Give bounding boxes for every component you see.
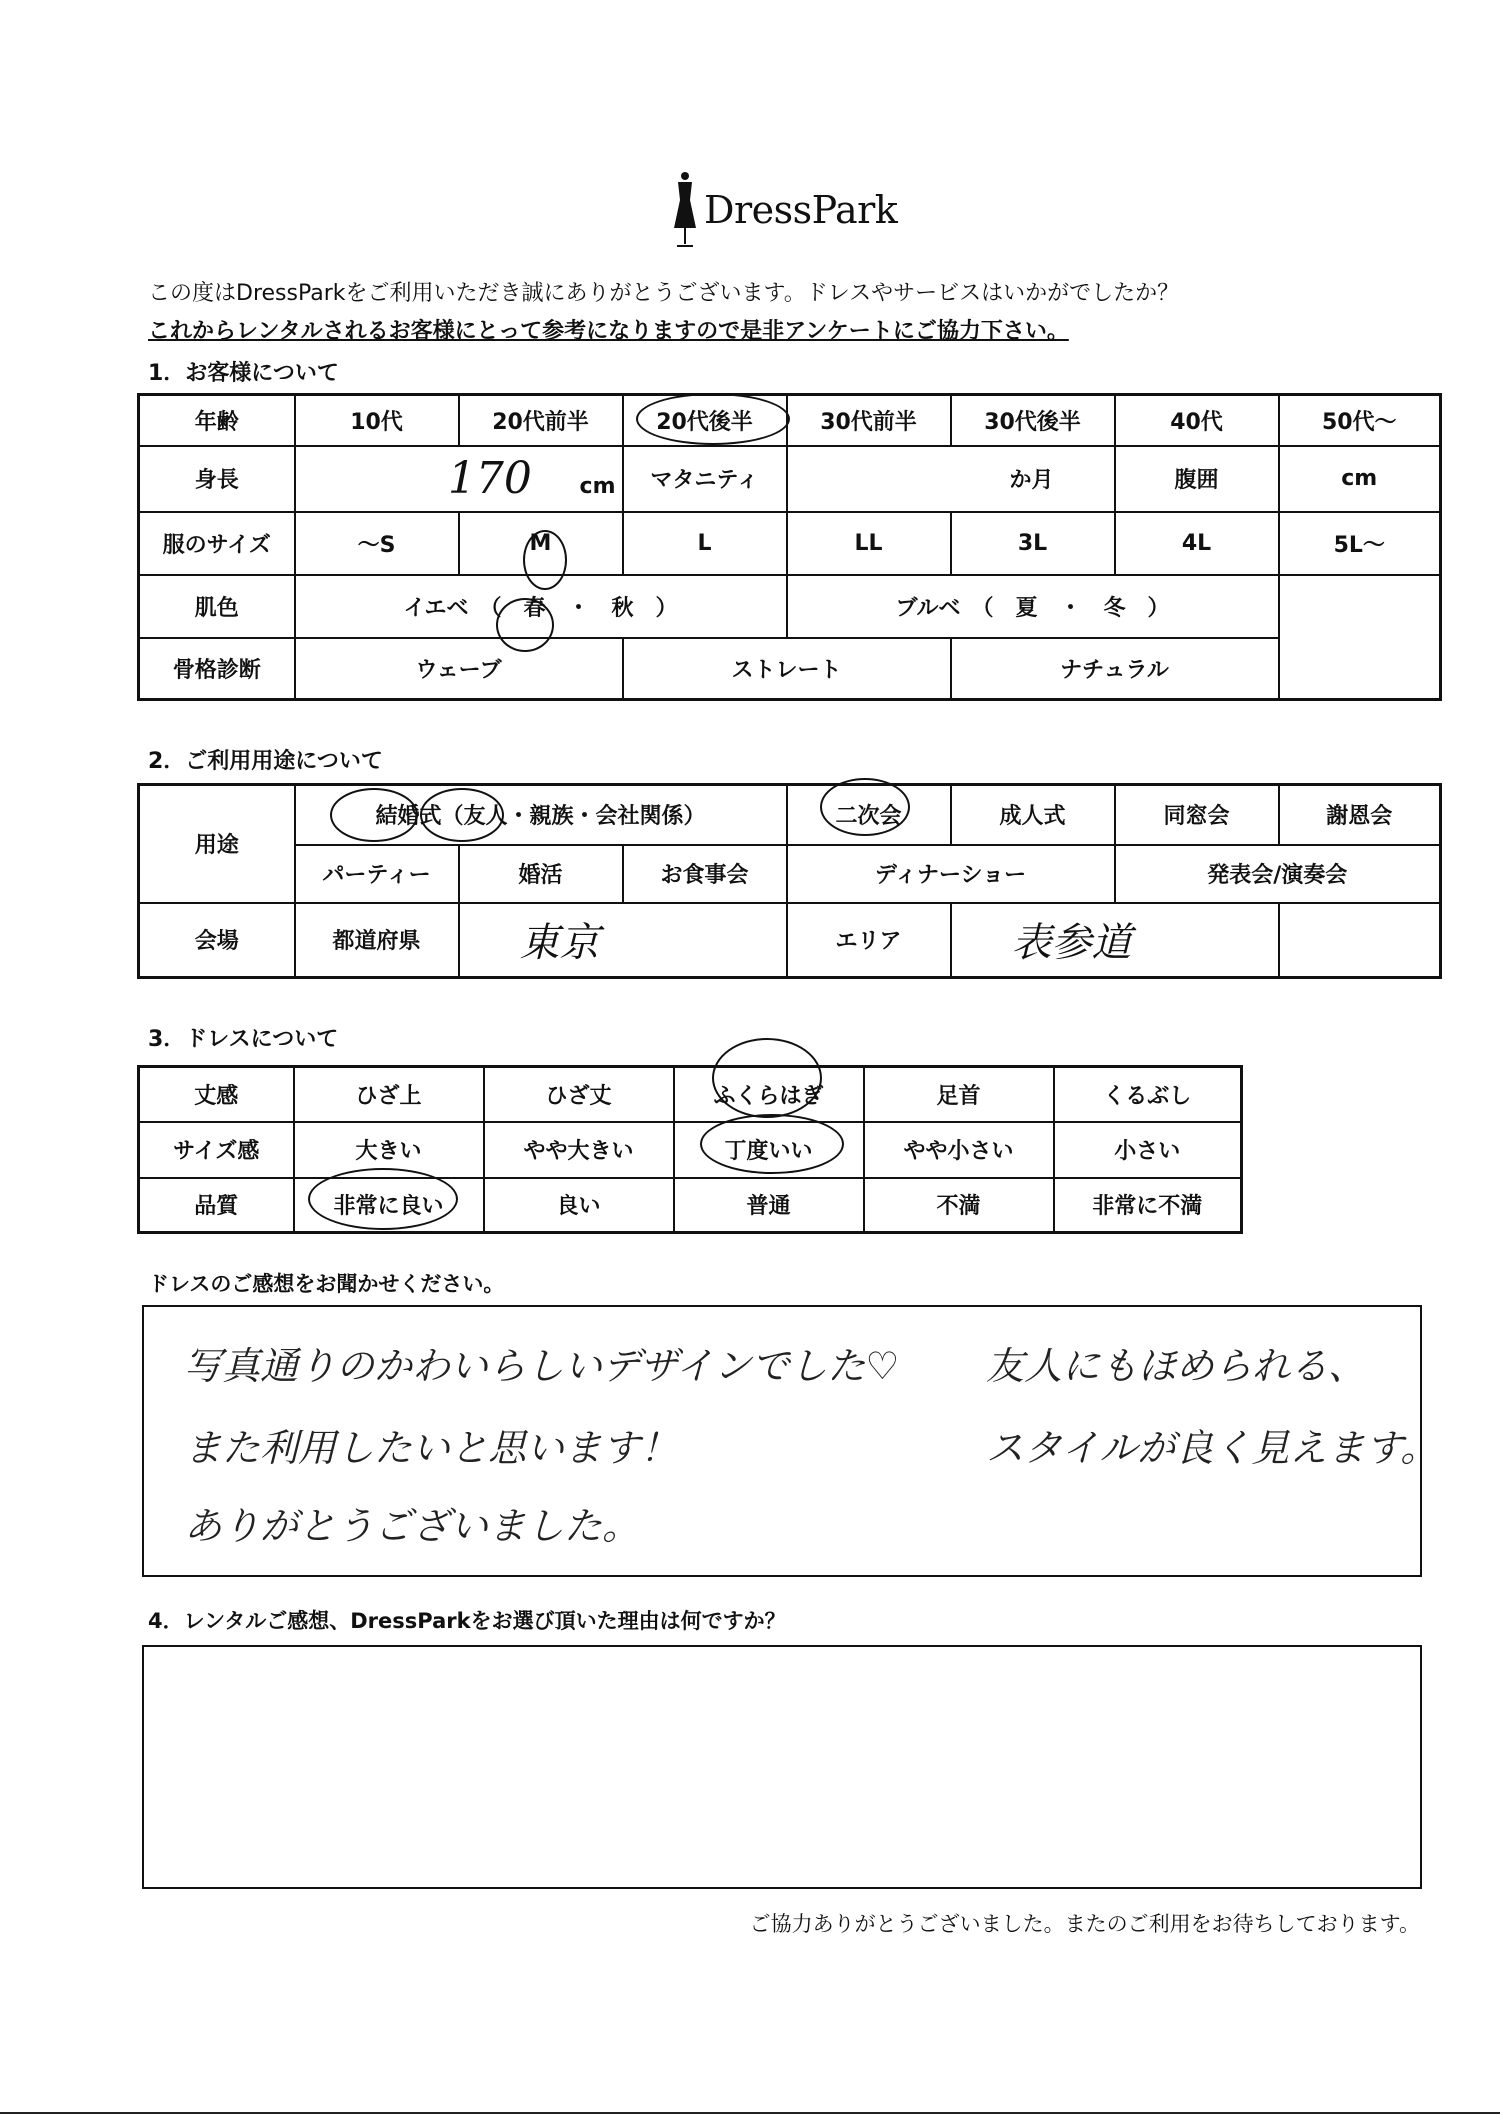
quality-label: 品質 (139, 1178, 294, 1233)
purpose-option-selected[interactable]: 二次会 (787, 785, 951, 845)
size-option[interactable]: 5L～ (1279, 512, 1441, 575)
purpose-option[interactable]: 発表会/演奏会 (1115, 845, 1441, 903)
area-label: エリア (787, 903, 951, 978)
purpose-row-1 (139, 785, 1441, 845)
length-option[interactable]: くるぶし (1054, 1067, 1242, 1122)
quality-option[interactable]: 良い (484, 1178, 674, 1233)
maternity-label: マタニティ (623, 446, 787, 512)
reason-box[interactable] (142, 1645, 1422, 1889)
purpose-label: 用途 (139, 785, 295, 903)
comment-line: また利用したいと思います！ (184, 1426, 679, 1470)
customer-table (137, 393, 1442, 701)
bottom-divider (0, 2112, 1500, 2114)
skin-label: 肌色 (139, 575, 295, 638)
purpose-option[interactable]: 成人式 (951, 785, 1115, 845)
fit-option-selected[interactable]: 丁度いい (674, 1122, 864, 1178)
size-option[interactable]: 4L (1115, 512, 1279, 575)
brand-logo (670, 170, 910, 260)
length-option[interactable]: ひざ上 (294, 1067, 484, 1122)
age-label: 年齢 (139, 395, 295, 446)
purpose-option[interactable]: ディナーショー (787, 845, 1115, 903)
quality-row (139, 1178, 1242, 1233)
fit-option[interactable]: やや小さい (864, 1122, 1054, 1178)
brand-name: DressPark (704, 188, 898, 232)
height-value: 170 (447, 453, 532, 504)
purpose-row-2 (139, 845, 1441, 903)
section3-title: 3．ドレスについて (148, 1027, 339, 1052)
purpose-option[interactable]: 婚活 (459, 845, 623, 903)
intro-text: この度はDressParkをご利用いただき誠にありがとうございます。ドレスやサービスはいかがでしたか？ (148, 281, 1180, 306)
age-option[interactable]: 40代 (1115, 395, 1279, 446)
skin-blue[interactable]: ブルベ （ 夏 ・ 冬 ） (787, 575, 1279, 638)
size-option[interactable]: L (623, 512, 787, 575)
dress-table (137, 1065, 1243, 1234)
size-option[interactable]: ～S (295, 512, 459, 575)
purpose-option[interactable]: 同窓会 (1115, 785, 1279, 845)
footer-thanks: ご協力ありがとうございました。またのご利用をお待ちしております。 (749, 1912, 1420, 1936)
size-option[interactable]: LL (787, 512, 951, 575)
section1-title: 1．お客様について (148, 361, 339, 386)
prefecture-label: 都道府県 (295, 903, 459, 978)
quality-option[interactable]: 普通 (674, 1178, 864, 1233)
section4-title: 4．レンタルご感想、DressParkをお選び頂いた理由は何ですか？ (148, 1609, 786, 1633)
purpose-table (137, 783, 1442, 979)
venue-row (139, 903, 1441, 978)
frame-row (139, 638, 1441, 700)
quality-option[interactable]: 不満 (864, 1178, 1054, 1233)
frame-option[interactable]: ストレート (623, 638, 951, 700)
waist-unit: cm (1341, 466, 1378, 491)
purpose-option[interactable]: パーティー (295, 845, 459, 903)
comment-line: スタイルが良く見えます。 (986, 1426, 1439, 1470)
venue-label: 会場 (139, 903, 295, 978)
months-unit: か月 (1009, 468, 1054, 493)
length-label: 丈感 (139, 1067, 294, 1122)
comments-box[interactable] (142, 1305, 1439, 1577)
fit-option[interactable]: 大きい (294, 1122, 484, 1178)
height-row (139, 446, 1441, 512)
age-option[interactable]: 30代後半 (951, 395, 1115, 446)
dress-form-icon (670, 170, 700, 250)
comments-title: ドレスのご感想をお聞かせください。 (148, 1272, 505, 1296)
area-field[interactable] (951, 903, 1279, 978)
purpose-option[interactable]: お食事会 (623, 845, 787, 903)
purpose-option[interactable]: 謝恩会 (1279, 785, 1441, 845)
age-option-selected[interactable]: 20代後半 (623, 395, 787, 446)
age-option[interactable]: 50代～ (1279, 395, 1441, 446)
fit-row (139, 1122, 1242, 1178)
purpose-wedding[interactable]: 結婚式（友人・親族・会社関係） (295, 785, 787, 845)
fit-label: サイズ感 (139, 1122, 294, 1178)
size-label: 服のサイズ (139, 512, 295, 575)
empty-cell (1279, 903, 1441, 978)
area-value: 表参道 (1011, 920, 1132, 967)
length-row (139, 1067, 1242, 1122)
intro-request: これからレンタルされるお客様にとって参考になりますので是非アンケートにご協力下さい。 (148, 319, 1069, 344)
size-option[interactable]: 3L (951, 512, 1115, 575)
comment-line: 友人にもほめられる、 (986, 1344, 1367, 1388)
empty-cell (1279, 638, 1441, 700)
section2-title: 2．ご利用用途について (148, 749, 383, 774)
size-row (139, 512, 1441, 575)
length-option[interactable]: 足首 (864, 1067, 1054, 1122)
age-row (139, 395, 1441, 446)
frame-option[interactable]: ウェーブ (295, 638, 623, 700)
length-option-selected[interactable]: ふくらはぎ (674, 1067, 864, 1122)
waist-field[interactable] (1279, 446, 1441, 512)
age-option[interactable]: 10代 (295, 395, 459, 446)
quality-option[interactable]: 非常に不満 (1054, 1178, 1242, 1233)
size-option-selected[interactable]: M (459, 512, 623, 575)
skin-row (139, 575, 1441, 638)
fit-option[interactable]: やや大きい (484, 1122, 674, 1178)
prefecture-value: 東京 (519, 920, 600, 967)
fit-option[interactable]: 小さい (1054, 1122, 1242, 1178)
height-label: 身長 (139, 446, 295, 512)
waist-label: 腹囲 (1115, 446, 1279, 512)
comment-line: ありがとうございました。 (184, 1504, 641, 1548)
frame-label: 骨格診断 (139, 638, 295, 700)
height-unit: cm (579, 474, 616, 499)
height-field[interactable] (295, 446, 623, 512)
age-option[interactable]: 20代前半 (459, 395, 623, 446)
skin-yellow[interactable]: イエベ （ 春 ・ 秋 ） (295, 575, 787, 638)
months-field[interactable] (787, 446, 1115, 512)
frame-option[interactable]: ナチュラル (951, 638, 1279, 700)
empty-cell (1279, 575, 1441, 638)
length-option[interactable]: ひざ丈 (484, 1067, 674, 1122)
age-option[interactable]: 30代前半 (787, 395, 951, 446)
prefecture-field[interactable] (459, 903, 787, 978)
quality-option-selected[interactable]: 非常に良い (294, 1178, 484, 1233)
comment-line: 写真通りのかわいらしいデザインでした♡ (184, 1344, 900, 1388)
